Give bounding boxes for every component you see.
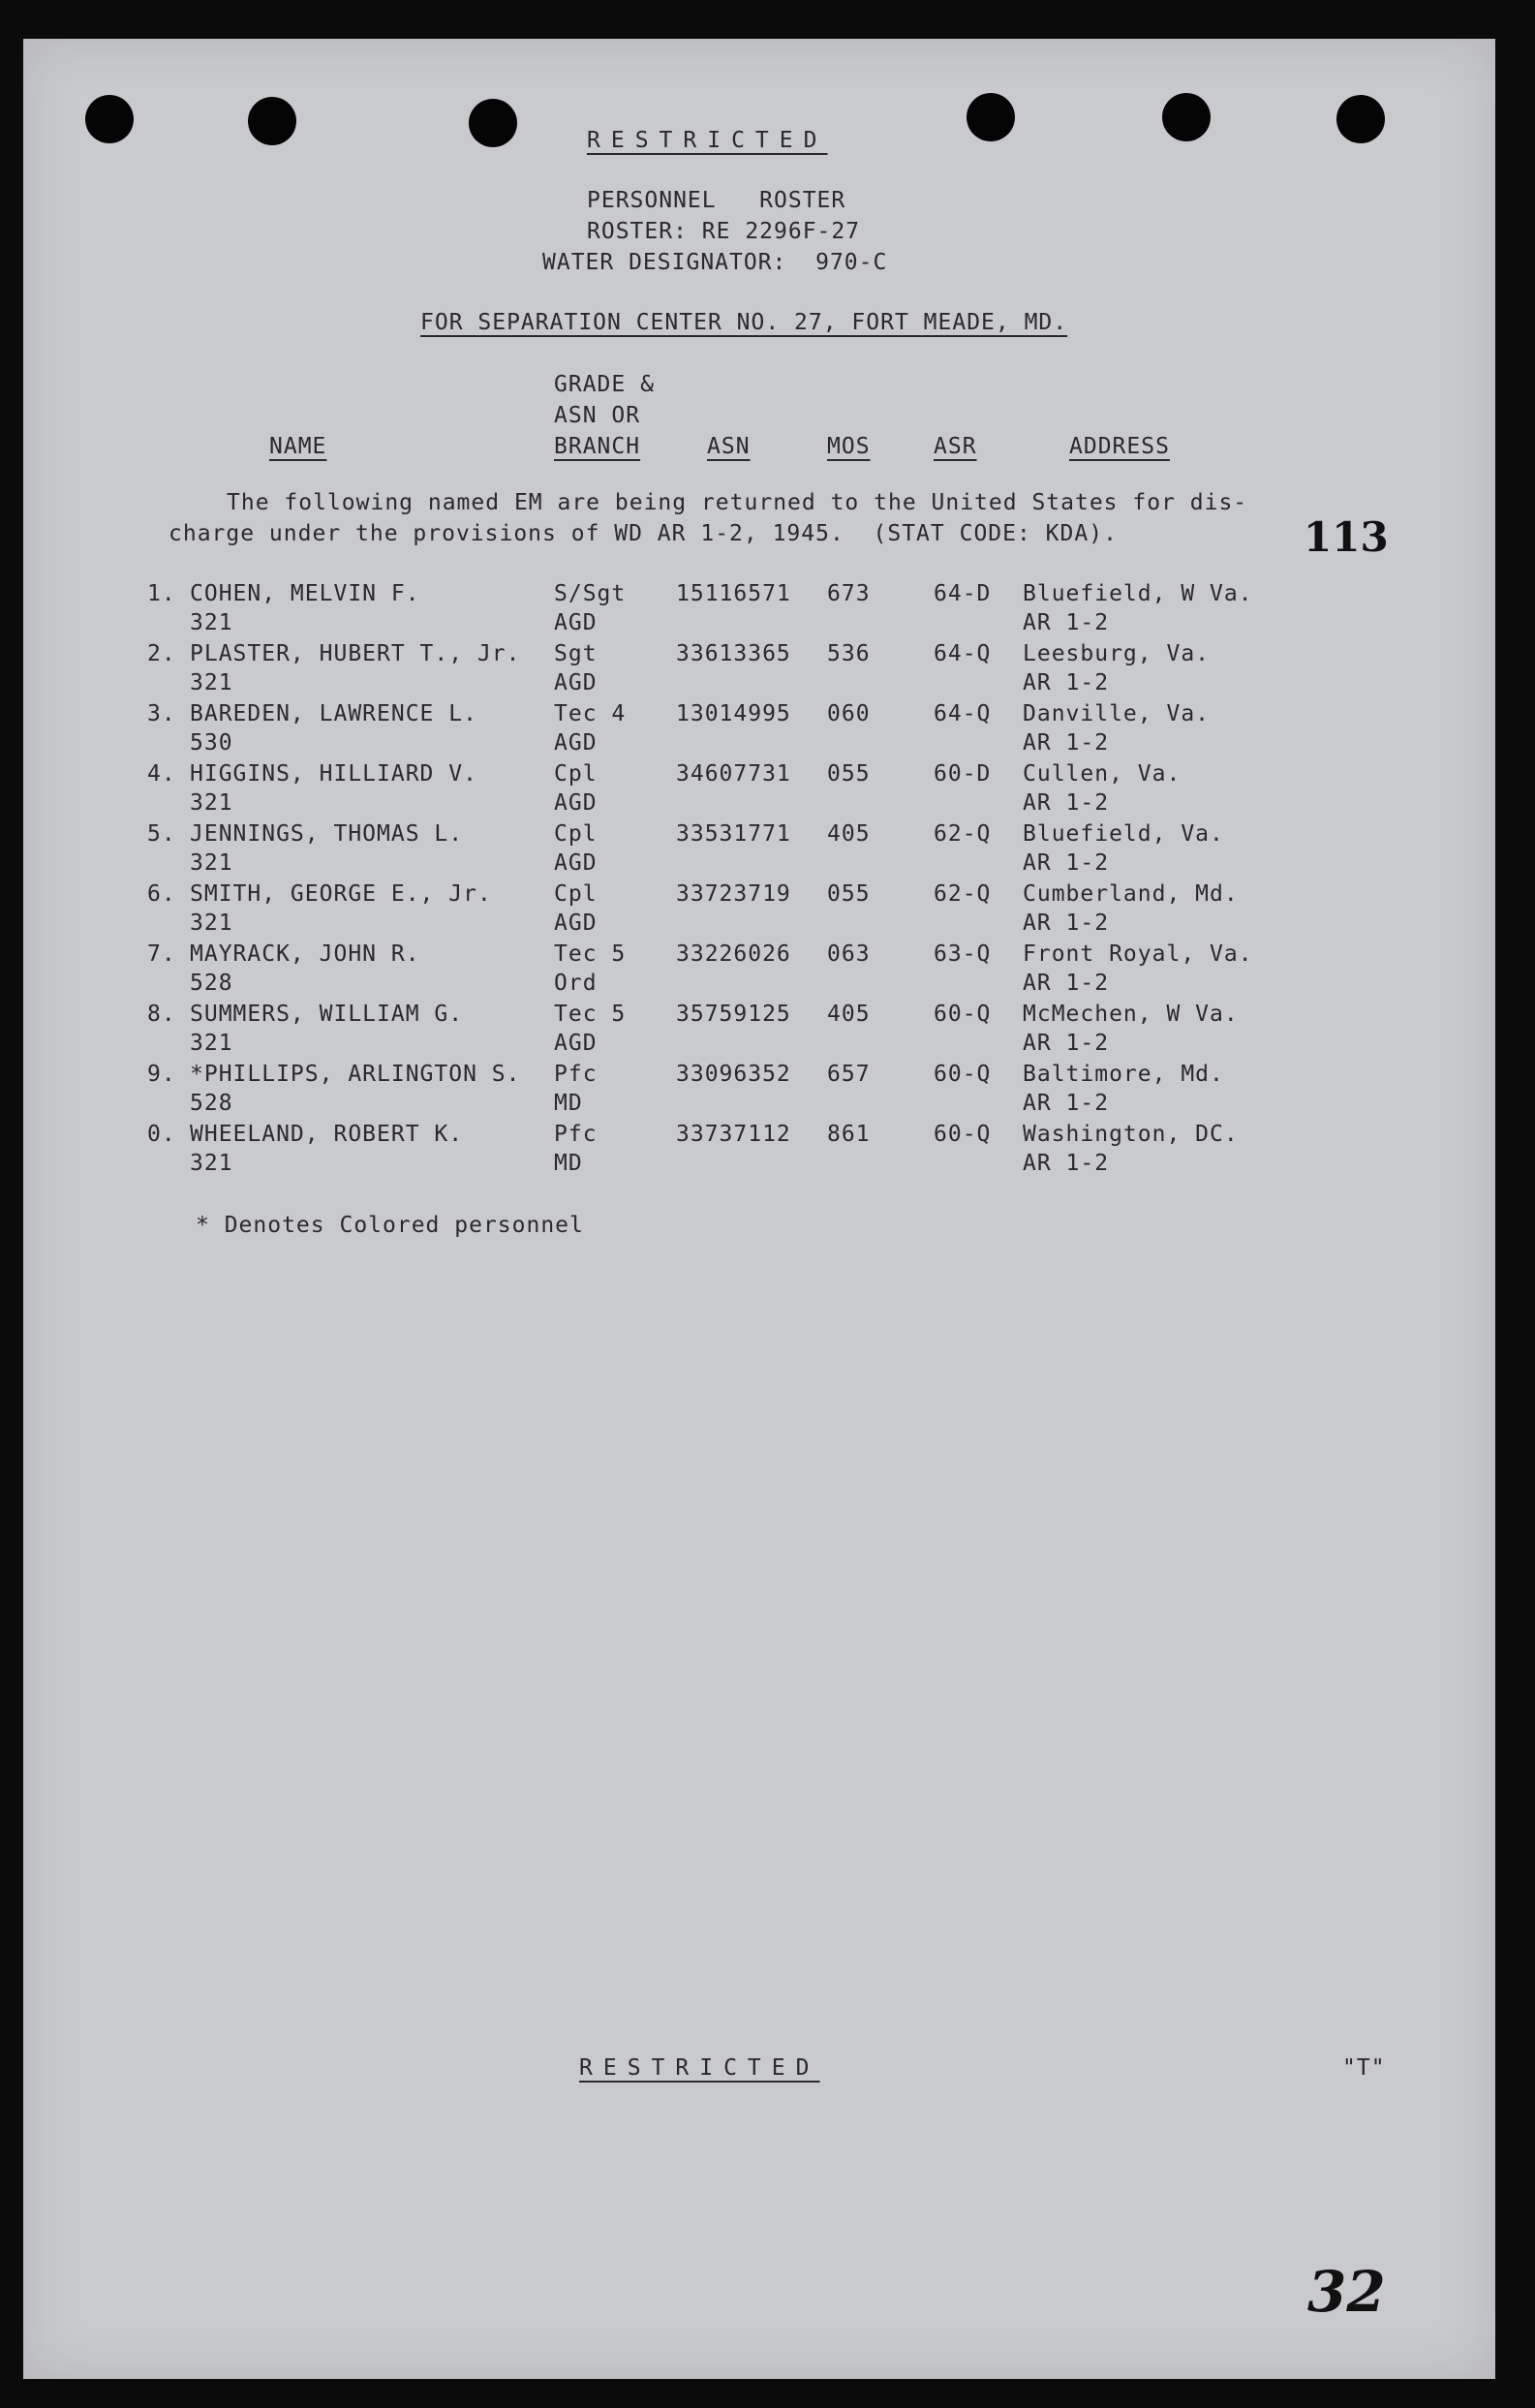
cell-branch: MD <box>554 1091 583 1116</box>
cell-address: Front Royal, Va. <box>1023 942 1253 967</box>
cell-unit: 321 <box>190 911 233 936</box>
cell-ar: AR 1-2 <box>1023 670 1110 695</box>
cell-mos: 063 <box>827 942 871 967</box>
cell-asn: 33737112 <box>676 1122 791 1147</box>
cell-unit: 321 <box>190 790 233 816</box>
water-designator: WATER DESIGNATOR: 970-C <box>542 250 888 275</box>
col-grade-line3: BRANCH <box>554 434 641 459</box>
cell-grade: Tec 5 <box>554 942 627 967</box>
punch-hole <box>1162 93 1211 141</box>
cell-num: 9. <box>147 1062 176 1087</box>
handwritten-page-number: 32 <box>1307 2259 1386 2325</box>
cell-asr: 60-Q <box>934 1122 992 1147</box>
cell-name: HIGGINS, HILLIARD V. <box>190 761 477 787</box>
cell-asr: 64-Q <box>934 701 992 726</box>
cell-mos: 055 <box>827 761 871 787</box>
cell-grade: Tec 4 <box>554 701 627 726</box>
cell-mos: 536 <box>827 641 871 666</box>
cell-branch: MD <box>554 1151 583 1176</box>
cell-name: JENNINGS, THOMAS L. <box>190 821 464 847</box>
cell-name: BAREDEN, LAWRENCE L. <box>190 701 477 726</box>
cell-name: SMITH, GEORGE E., Jr. <box>190 881 492 907</box>
cell-mos: 657 <box>827 1062 871 1087</box>
cell-name: COHEN, MELVIN F. <box>190 581 420 606</box>
cell-ar: AR 1-2 <box>1023 911 1110 936</box>
cell-address: Leesburg, Va. <box>1023 641 1211 666</box>
cell-num: 4. <box>147 761 176 787</box>
cell-branch: AGD <box>554 790 598 816</box>
cell-asn: 33531771 <box>676 821 791 847</box>
cell-ar: AR 1-2 <box>1023 730 1110 756</box>
cell-asr: 60-Q <box>934 1002 992 1027</box>
cell-unit: 321 <box>190 610 233 635</box>
cell-grade: Cpl <box>554 821 598 847</box>
cell-grade: Pfc <box>554 1122 598 1147</box>
cell-num: 6. <box>147 881 176 907</box>
cell-asn: 15116571 <box>676 581 791 606</box>
cell-mos: 405 <box>827 1002 871 1027</box>
cell-num: 5. <box>147 821 176 847</box>
page-mark: 113 <box>1304 513 1389 561</box>
cell-address: Baltimore, Md. <box>1023 1062 1224 1087</box>
cell-num: 2. <box>147 641 176 666</box>
cell-mos: 055 <box>827 881 871 907</box>
cell-grade: Pfc <box>554 1062 598 1087</box>
footnote: * Denotes Colored personnel <box>196 1213 584 1238</box>
cell-unit: 528 <box>190 1091 233 1116</box>
col-asr: ASR <box>934 434 977 459</box>
cell-name: MAYRACK, JOHN R. <box>190 942 420 967</box>
col-mos: MOS <box>827 434 871 459</box>
cell-unit: 321 <box>190 670 233 695</box>
col-asn: ASN <box>707 434 751 459</box>
cell-asr: 64-D <box>934 581 992 606</box>
cell-branch: AGD <box>554 730 598 756</box>
cell-ar: AR 1-2 <box>1023 1091 1110 1116</box>
cell-name: SUMMERS, WILLIAM G. <box>190 1002 464 1027</box>
cell-num: 1. <box>147 581 176 606</box>
cell-asr: 63-Q <box>934 942 992 967</box>
cell-mos: 405 <box>827 821 871 847</box>
punch-hole <box>85 95 134 143</box>
cell-asn: 33723719 <box>676 881 791 907</box>
cell-grade: Cpl <box>554 761 598 787</box>
punch-hole <box>967 93 1015 141</box>
cell-asn: 33096352 <box>676 1062 791 1087</box>
cell-mos: 673 <box>827 581 871 606</box>
cell-grade: S/Sgt <box>554 581 627 606</box>
punch-hole <box>248 97 296 145</box>
cell-unit: 528 <box>190 971 233 996</box>
destination-line: FOR SEPARATION CENTER NO. 27, FORT MEADE, MD. <box>420 310 1068 335</box>
col-name: NAME <box>269 434 327 459</box>
cell-address: Cullen, Va. <box>1023 761 1182 787</box>
cell-unit: 321 <box>190 1151 233 1176</box>
cell-asn: 33226026 <box>676 942 791 967</box>
cell-asn: 33613365 <box>676 641 791 666</box>
cell-asn: 34607731 <box>676 761 791 787</box>
intro-line-1: The following named EM are being returned to the United States for dis- <box>227 490 1248 515</box>
cell-mos: 060 <box>827 701 871 726</box>
cell-branch: AGD <box>554 610 598 635</box>
cell-branch: AGD <box>554 1031 598 1056</box>
cell-asr: 60-D <box>934 761 992 787</box>
cell-grade: Sgt <box>554 641 598 666</box>
tag-mark: "T" <box>1342 2055 1386 2081</box>
cell-ar: AR 1-2 <box>1023 610 1110 635</box>
roster-sheet <box>23 39 1495 2379</box>
cell-asr: 60-Q <box>934 1062 992 1087</box>
cell-branch: AGD <box>554 911 598 936</box>
classification-top: RESTRICTED <box>587 128 828 153</box>
cell-name: *PHILLIPS, ARLINGTON S. <box>190 1062 521 1087</box>
cell-address: Washington, DC. <box>1023 1122 1239 1147</box>
intro-line-2: charge under the provisions of WD AR 1-2, 1945. (STAT CODE: KDA). <box>169 521 1118 546</box>
cell-ar: AR 1-2 <box>1023 971 1110 996</box>
cell-grade: Tec 5 <box>554 1002 627 1027</box>
cell-name: WHEELAND, ROBERT K. <box>190 1122 464 1147</box>
punch-hole <box>1336 95 1385 143</box>
cell-address: Cumberland, Md. <box>1023 881 1239 907</box>
punch-hole <box>469 99 517 147</box>
col-grade-line2: ASN OR <box>554 403 641 428</box>
cell-num: 8. <box>147 1002 176 1027</box>
cell-mos: 861 <box>827 1122 871 1147</box>
cell-asn: 13014995 <box>676 701 791 726</box>
cell-unit: 321 <box>190 850 233 876</box>
cell-branch: AGD <box>554 850 598 876</box>
cell-branch: Ord <box>554 971 598 996</box>
cell-num: 0. <box>147 1122 176 1147</box>
roster-number: ROSTER: RE 2296F-27 <box>587 219 861 244</box>
cell-branch: AGD <box>554 670 598 695</box>
cell-name: PLASTER, HUBERT T., Jr. <box>190 641 521 666</box>
cell-unit: 530 <box>190 730 233 756</box>
cell-asn: 35759125 <box>676 1002 791 1027</box>
cell-address: Bluefield, W Va. <box>1023 581 1253 606</box>
roster-title: PERSONNEL ROSTER <box>587 188 846 213</box>
cell-asr: 62-Q <box>934 881 992 907</box>
col-grade-line1: GRADE & <box>554 372 655 397</box>
cell-num: 3. <box>147 701 176 726</box>
cell-ar: AR 1-2 <box>1023 850 1110 876</box>
cell-unit: 321 <box>190 1031 233 1056</box>
cell-grade: Cpl <box>554 881 598 907</box>
cell-address: Bluefield, Va. <box>1023 821 1224 847</box>
cell-ar: AR 1-2 <box>1023 790 1110 816</box>
cell-asr: 64-Q <box>934 641 992 666</box>
cell-num: 7. <box>147 942 176 967</box>
cell-asr: 62-Q <box>934 821 992 847</box>
col-address: ADDRESS <box>1069 434 1170 459</box>
cell-address: Danville, Va. <box>1023 701 1211 726</box>
cell-ar: AR 1-2 <box>1023 1031 1110 1056</box>
cell-address: McMechen, W Va. <box>1023 1002 1239 1027</box>
classification-bottom: RESTRICTED <box>579 2055 820 2081</box>
cell-ar: AR 1-2 <box>1023 1151 1110 1176</box>
